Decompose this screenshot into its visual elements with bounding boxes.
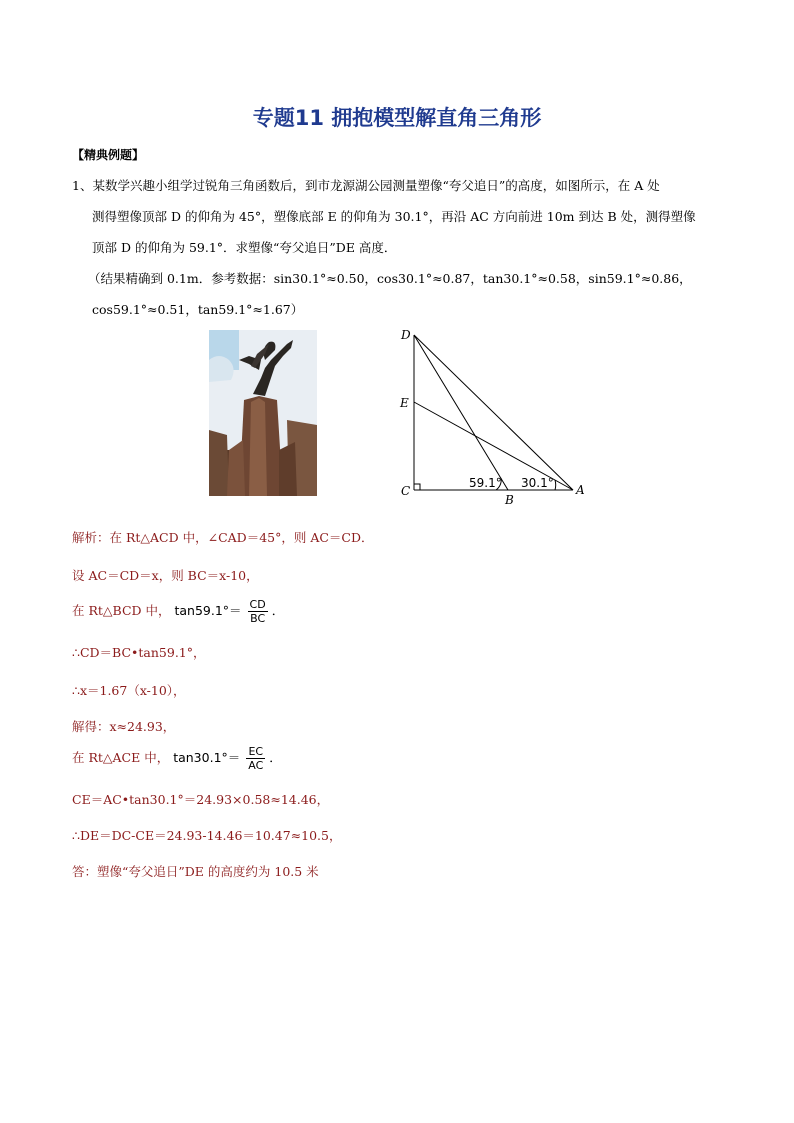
point-label-c: C [401,484,411,498]
problem-line-2: 测得塑像顶部 D 的仰角为 45°，塑像底部 E 的仰角为 30.1°，再沿 AC 方向前进 10m 到达 B 处，测得塑像 [92,209,696,224]
solution-line-7-tan: tan30.1°＝ [173,750,241,765]
problem-line-3: 顶部 D 的仰角为 59.1°．求塑像“夸父追日”DE 高度． [92,240,397,255]
problem-line-1: 1、某数学兴趣小组学过锐角三角函数后，到市龙源湖公园测量塑像“夸父追日”的高度，如图所示，在 A 处 [72,178,660,193]
statue-photo [209,330,317,496]
solution-line-6: 解得：x≈24.93， [72,719,176,734]
solution-line-7-suffix: ． [269,750,282,765]
solution-line-3-tan: tan59.1°＝ [174,603,242,618]
solution-line-9: ∴DE＝DC-CE＝24.93-14.46＝10.47≈10.5， [72,828,342,843]
angle-label-b: 59.1° [469,476,502,490]
angle-arc-a [555,480,556,490]
section-label: 【精典例题】 [72,148,145,162]
point-label-e: E [400,396,409,410]
fraction-numerator: EC [246,745,265,759]
right-angle-mark [414,484,420,490]
fraction-denominator: BC [250,612,266,625]
fraction-numerator: CD [249,598,266,611]
point-label-d: D [401,328,411,342]
solution-line-7 [72,745,282,772]
solution-answer: 答：塑像“夸父追日”DE 的高度约为 10.5 米 [72,864,319,879]
solution-line-7-prefix: 在 Rt△ACE 中， [72,750,170,765]
problem-line-4: （结果精确到 0.1m．参考数据：sin30.1°≈0.50，cos30.1°≈0.87，tan30.1°≈0.58，sin59.1°≈0.86， [88,271,692,286]
solution-line-8: CE＝AC•tan30.1°＝24.93×0.58≈14.46， [72,792,330,807]
angle-label-a: 30.1° [521,476,554,490]
solution-line-3 [72,598,284,625]
solution-line-3-suffix: ． [271,603,285,618]
solution-line-2: 设 AC＝CD＝x，则 BC＝x-10， [72,568,259,583]
solution-line-5: ∴x＝1.67（x-10）， [72,683,186,698]
problem-line-5: cos59.1°≈0.51，tan59.1°≈1.67） [92,302,304,317]
solution-line-4: ∴CD＝BC•tan59.1°， [72,645,206,660]
point-label-a: A [576,483,585,497]
point-label-b: B [505,493,514,507]
fraction-denominator: AC [248,759,264,772]
solution-line-3-prefix: 在 Rt△BCD 中， [72,603,171,618]
geometry-diagram [395,325,595,510]
solution-line-1: 解析：在 Rt△ACD 中，∠CAD＝45°，则 AC＝CD． [72,530,374,545]
fraction-cd-bc [248,598,268,625]
page-title: 专题11 拥抱模型解直角三角形 [252,106,542,130]
fraction-ec-ac [246,745,265,772]
